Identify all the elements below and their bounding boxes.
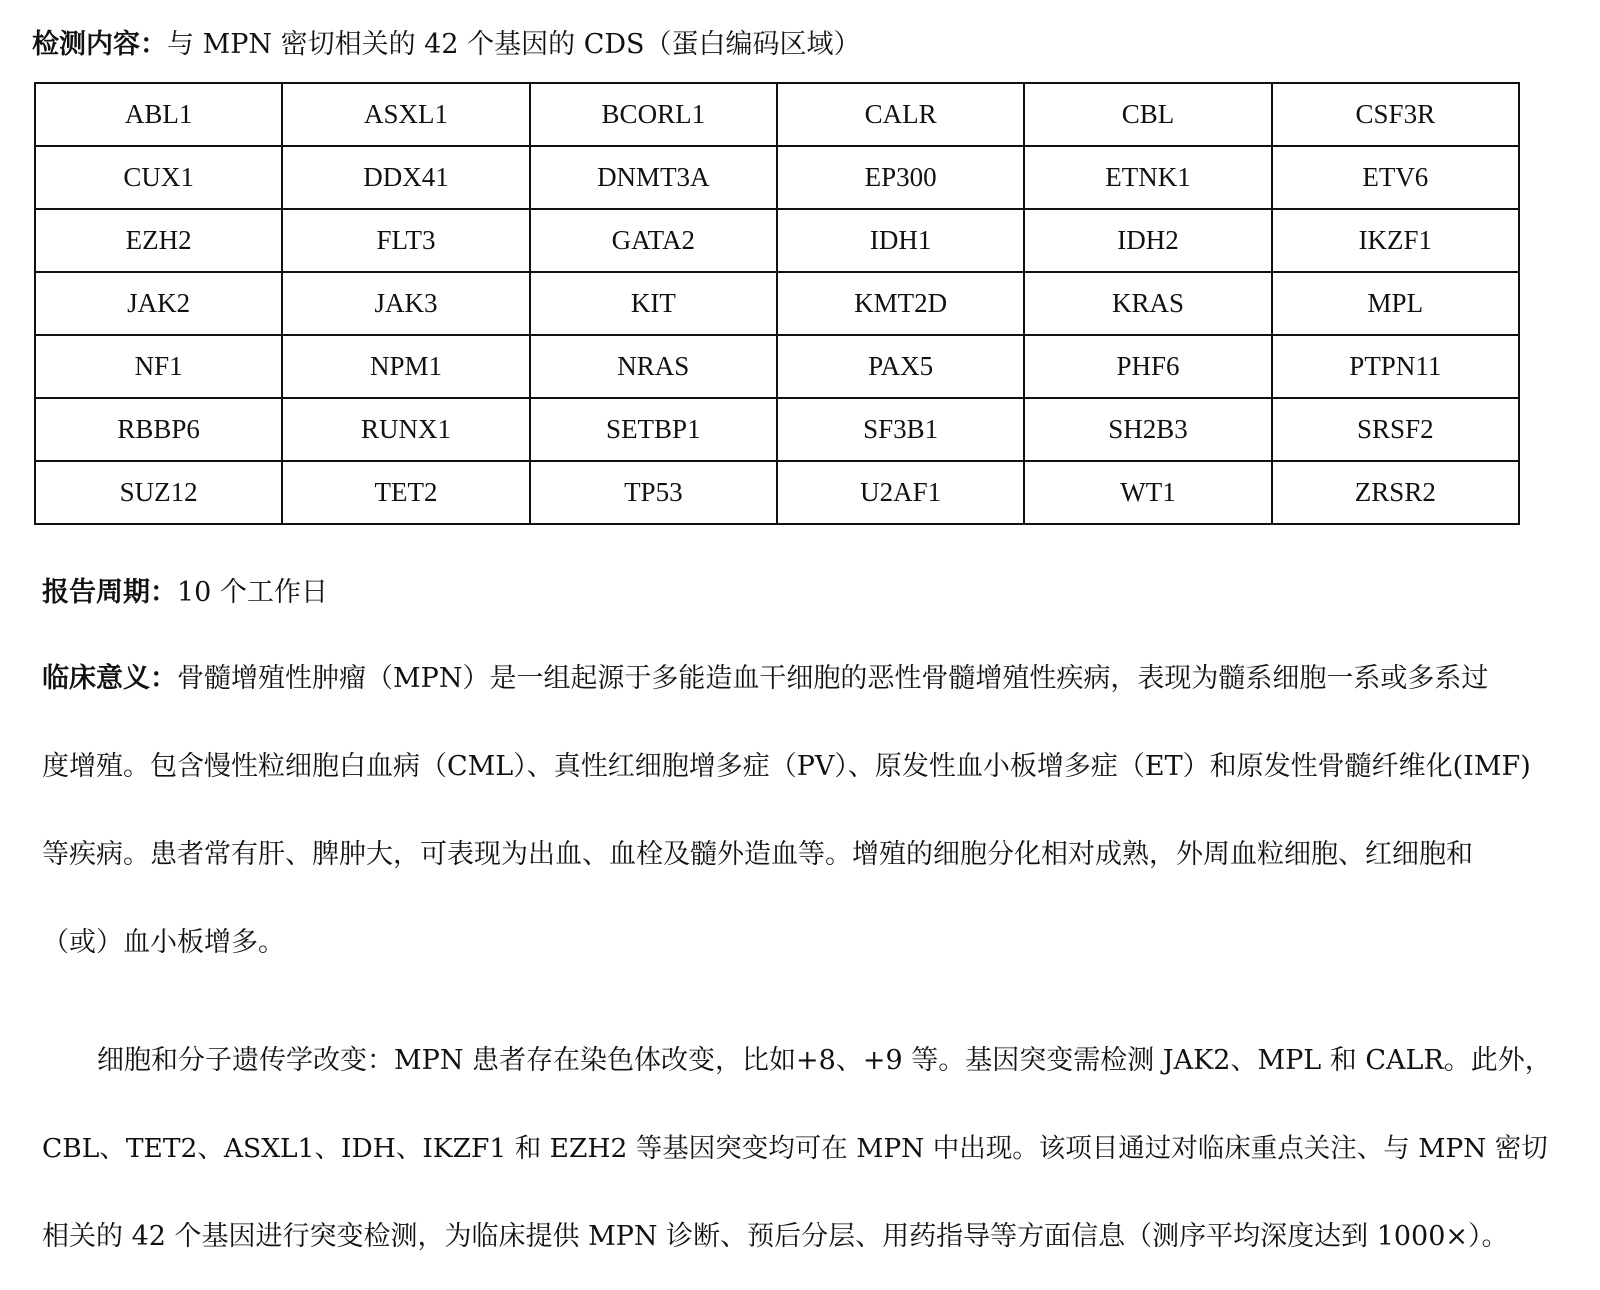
gene-cell: TP53 xyxy=(530,461,777,524)
gene-cell: KIT xyxy=(530,272,777,335)
gene-cell: ZRSR2 xyxy=(1272,461,1519,524)
gene-cell: SH2B3 xyxy=(1024,398,1271,461)
gene-cell: IDH1 xyxy=(777,209,1024,272)
gene-cell: ETV6 xyxy=(1272,146,1519,209)
gene-cell: KRAS xyxy=(1024,272,1271,335)
gene-table-row xyxy=(35,272,1519,335)
detection-content-line xyxy=(32,28,861,62)
clinical-significance-text-1: 骨髓增殖性肿瘤（MPN）是一组起源于多能造血干细胞的恶性骨髓增殖性疾病，表现为髓系细胞一系或多系过 xyxy=(177,663,1489,694)
gene-cell: ETNK1 xyxy=(1024,146,1271,209)
clinical-significance-line-2: 度增殖。包含慢性粒细胞白血病（CML）、真性红细胞增多症（PV）、原发性血小板增多症（ET）和原发性骨髓纤维化(IMF) xyxy=(42,751,1531,782)
genetics-line-2: CBL、TET2、ASXL1、IDH、IKZF1 和 EZH2 等基因突变均可在 MPN 中出现。该项目通过对临床重点关注、与 MPN 密切 xyxy=(42,1133,1548,1164)
gene-cell: IDH2 xyxy=(1024,209,1271,272)
gene-cell: SRSF2 xyxy=(1272,398,1519,461)
gene-cell: SETBP1 xyxy=(530,398,777,461)
gene-cell: SUZ12 xyxy=(35,461,282,524)
gene-cell: JAK2 xyxy=(35,272,282,335)
gene-table-row xyxy=(35,461,1519,524)
gene-table-row xyxy=(35,83,1519,146)
gene-table-row xyxy=(35,335,1519,398)
gene-table-body xyxy=(35,83,1519,524)
gene-table xyxy=(34,82,1520,525)
gene-cell: NPM1 xyxy=(282,335,529,398)
gene-cell: RUNX1 xyxy=(282,398,529,461)
gene-cell: SF3B1 xyxy=(777,398,1024,461)
clinical-significance-line-3: 等疾病。患者常有肝、脾肿大，可表现为出血、血栓及髓外造血等。增殖的细胞分化相对成熟，外周血粒细胞、红细胞和 xyxy=(42,839,1473,870)
gene-cell: DDX41 xyxy=(282,146,529,209)
clinical-significance-line-1 xyxy=(42,662,1488,696)
clinical-significance-line-4: （或）血小板增多。 xyxy=(42,927,285,958)
gene-cell: NRAS xyxy=(530,335,777,398)
gene-cell: PAX5 xyxy=(777,335,1024,398)
gene-table-row xyxy=(35,146,1519,209)
detection-content-label: 检测内容： xyxy=(32,29,167,60)
gene-cell: CSF3R xyxy=(1272,83,1519,146)
clinical-significance-label: 临床意义： xyxy=(42,663,177,694)
gene-cell: FLT3 xyxy=(282,209,529,272)
gene-cell: CUX1 xyxy=(35,146,282,209)
gene-cell: PHF6 xyxy=(1024,335,1271,398)
gene-cell: TET2 xyxy=(282,461,529,524)
gene-cell: MPL xyxy=(1272,272,1519,335)
genetics-line-1: 细胞和分子遗传学改变：MPN 患者存在染色体改变，比如+8、+9 等。基因突变需检测 JAK2、MPL 和 CALR。此外， xyxy=(97,1045,1552,1076)
gene-cell: DNMT3A xyxy=(530,146,777,209)
detection-content-text: 与 MPN 密切相关的 42 个基因的 CDS（蛋白编码区域） xyxy=(167,29,861,60)
gene-cell: JAK3 xyxy=(282,272,529,335)
gene-cell: CALR xyxy=(777,83,1024,146)
gene-cell: KMT2D xyxy=(777,272,1024,335)
report-period-text: 10 个工作日 xyxy=(177,577,328,608)
gene-cell: EZH2 xyxy=(35,209,282,272)
gene-cell: ASXL1 xyxy=(282,83,529,146)
gene-cell: GATA2 xyxy=(530,209,777,272)
gene-cell: WT1 xyxy=(1024,461,1271,524)
gene-cell: EP300 xyxy=(777,146,1024,209)
genetics-line-3: 相关的 42 个基因进行突变检测，为临床提供 MPN 诊断、预后分层、用药指导等方面信息（测序平均深度达到 1000×）。 xyxy=(42,1221,1509,1252)
gene-cell: NF1 xyxy=(35,335,282,398)
gene-cell: CBL xyxy=(1024,83,1271,146)
report-period-label: 报告周期： xyxy=(42,577,177,608)
gene-cell: PTPN11 xyxy=(1272,335,1519,398)
gene-cell: BCORL1 xyxy=(530,83,777,146)
gene-table-row xyxy=(35,209,1519,272)
gene-cell: U2AF1 xyxy=(777,461,1024,524)
gene-table-row xyxy=(35,398,1519,461)
gene-cell: ABL1 xyxy=(35,83,282,146)
report-period-line xyxy=(42,576,328,610)
gene-cell: RBBP6 xyxy=(35,398,282,461)
gene-cell: IKZF1 xyxy=(1272,209,1519,272)
